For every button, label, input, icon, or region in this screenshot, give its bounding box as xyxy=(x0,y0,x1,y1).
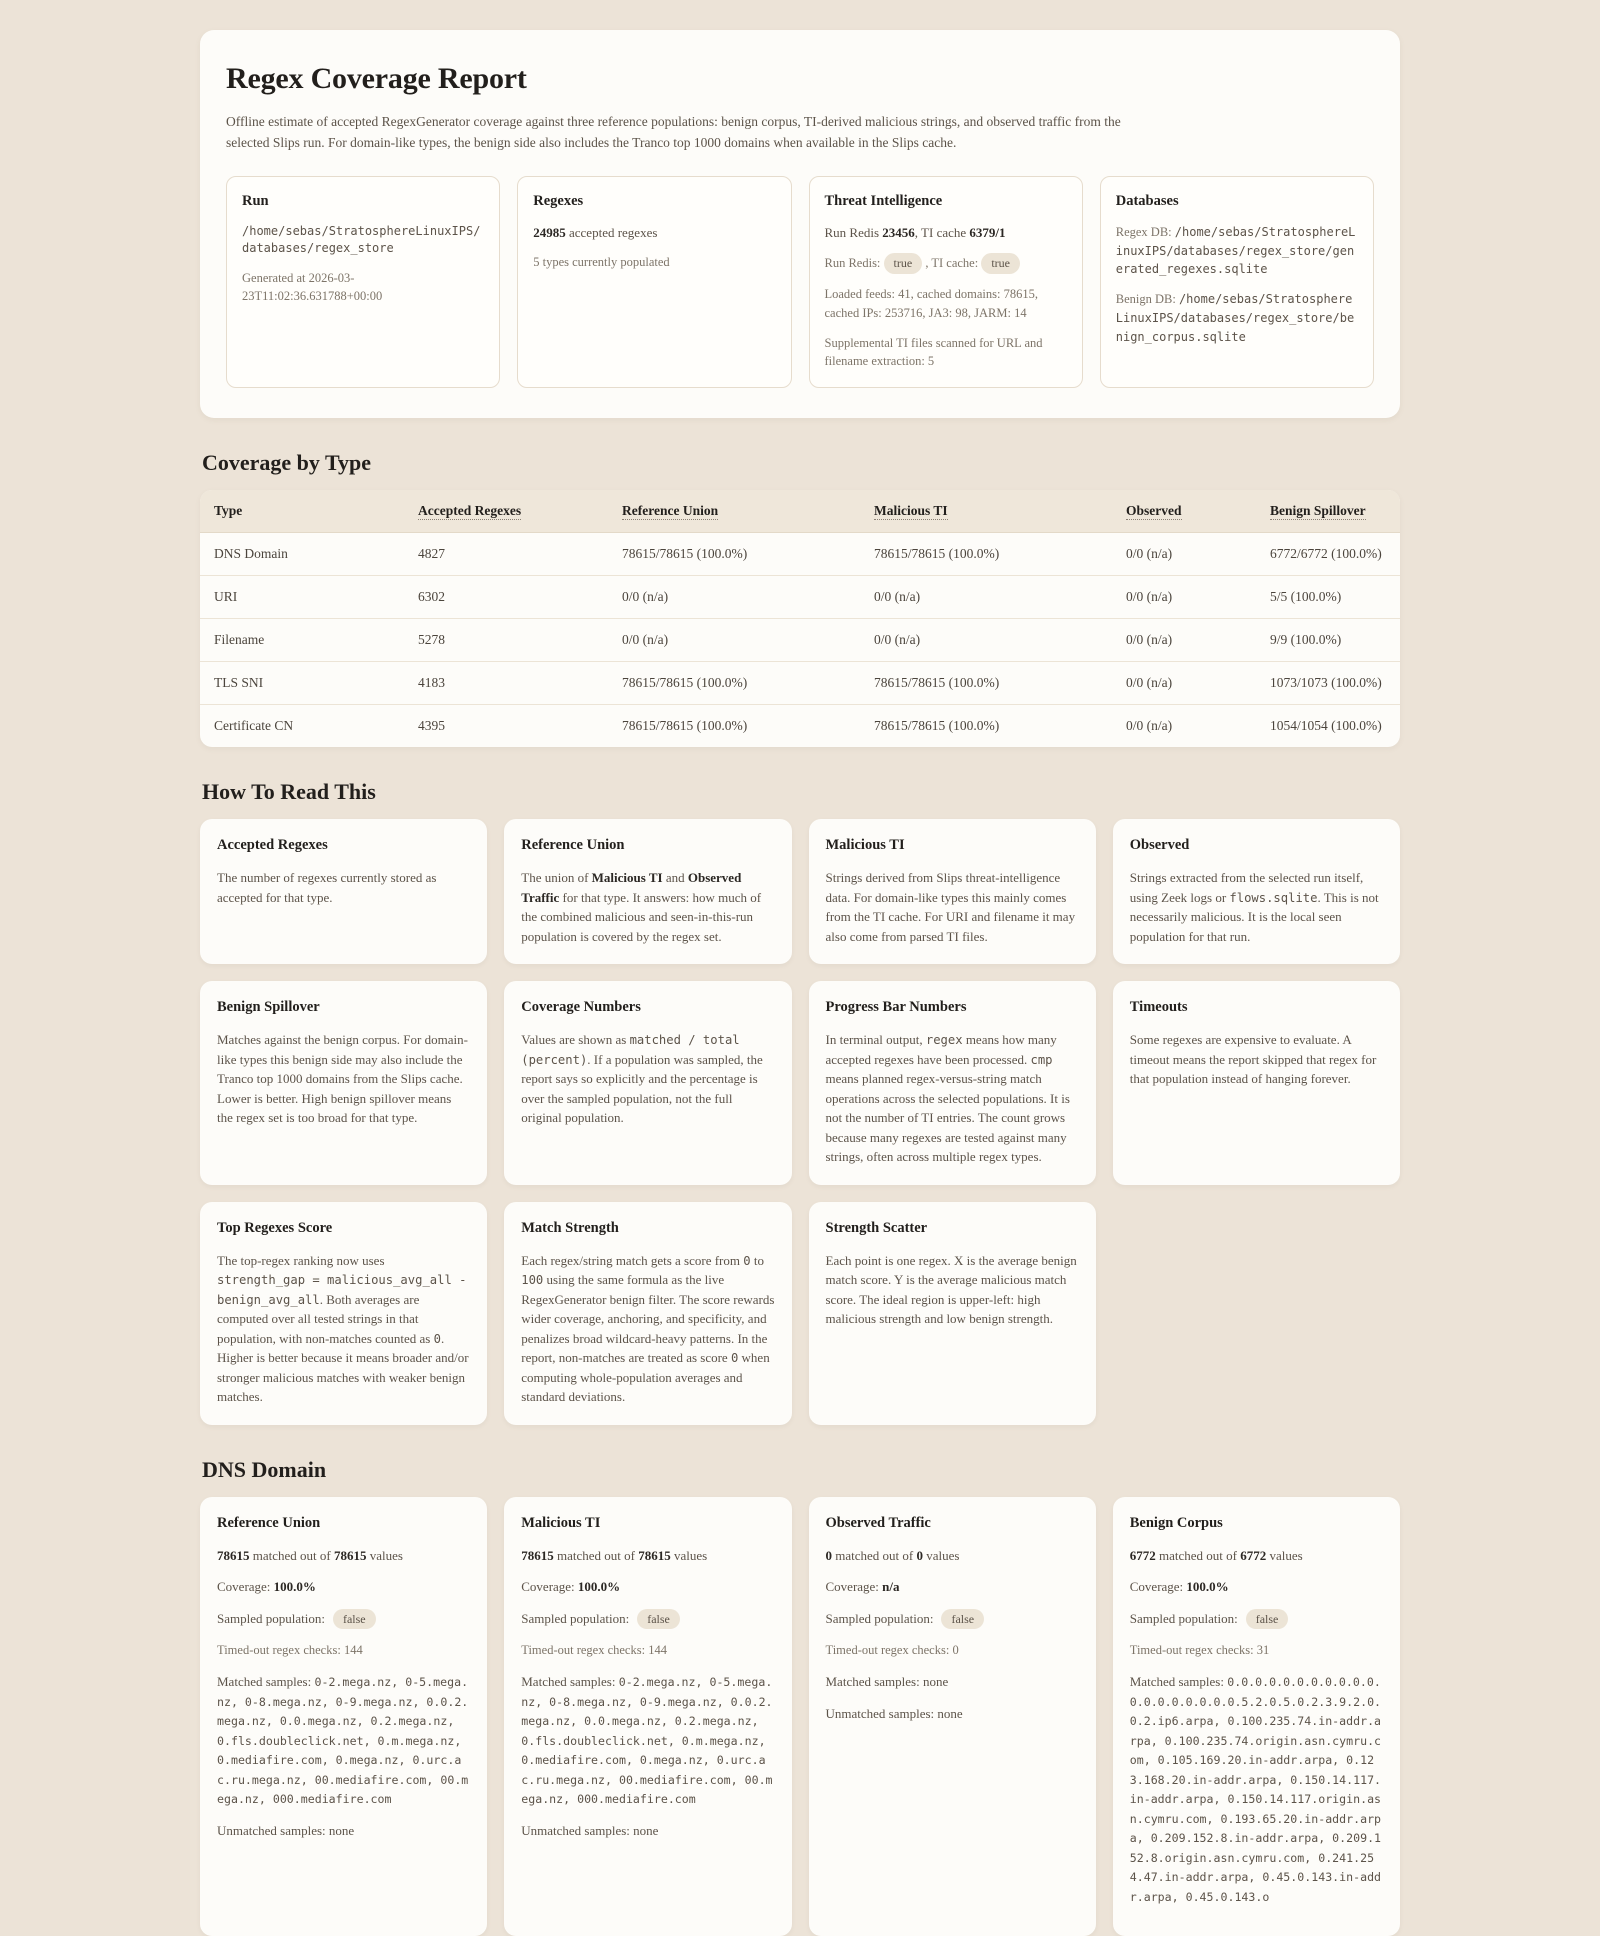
cell-type: TLS SNI xyxy=(200,662,404,705)
explainer-heading: Observed xyxy=(1129,837,1190,854)
coverage-table-head xyxy=(200,490,1400,533)
detail-coverage-label: Coverage: xyxy=(521,1579,578,1595)
explainer-card-reference-union xyxy=(504,819,791,964)
sampled-status-badge: false xyxy=(637,1609,680,1630)
sampled-status-badge: false xyxy=(941,1609,984,1630)
detail-card-heading: Benign Corpus xyxy=(1129,1514,1223,1531)
detail-unmatched-samples: Unmatched samples: none xyxy=(825,1705,963,1721)
cell-accepted: 4827 xyxy=(404,533,608,576)
detail-coverage-value: 100.0% xyxy=(273,1579,316,1595)
regexes-types-line: 5 types currently populated xyxy=(533,255,670,270)
cell-benign-spillover: 5/5 (100.0%) xyxy=(1256,576,1400,619)
detail-coverage-value: n/a xyxy=(882,1579,900,1595)
dns-domain-card-grid xyxy=(200,1497,1400,1936)
detail-timeouts: Timed-out regex checks: 31 xyxy=(1129,1643,1270,1658)
cell-malicious-ti: 0/0 (n/a) xyxy=(860,619,1112,662)
info-card-run-heading: Run xyxy=(242,192,269,209)
explainer-body xyxy=(826,1030,1079,1167)
detail-matched-samples xyxy=(521,1672,774,1809)
explainer-text: using the same formula as the live RegexGenerator benign filter. The score rewards wider coverage, anchoring, and specificity, and penalizes broad wildcard-heavy patterns. In the report, non-matches are treated as score xyxy=(521,1272,775,1366)
info-card-grid xyxy=(226,176,1374,388)
cell-observed: 0/0 (n/a) xyxy=(1112,662,1256,705)
detail-sampled-row xyxy=(826,1609,1079,1630)
detail-matched-samples xyxy=(826,1672,1079,1692)
detail-timeouts: Timed-out regex checks: 144 xyxy=(521,1643,667,1658)
explainer-code-regex: regex xyxy=(925,1033,963,1048)
explainer-heading: Benign Spillover xyxy=(217,999,320,1016)
cell-type: Certificate CN xyxy=(200,705,404,748)
explainer-row-3-spacer xyxy=(1113,1202,1400,1425)
detail-total-count: 78615 xyxy=(638,1547,671,1563)
detail-sampled-label: Sampled population: xyxy=(825,1611,934,1627)
info-card-regexes-heading: Regexes xyxy=(533,192,584,209)
explainer-text: when computing whole-population averages and standard deviations. xyxy=(521,1350,770,1405)
explainer-text: Values are shown as xyxy=(521,1032,630,1048)
cell-reference-union: 78615/78615 (100.0%) xyxy=(608,662,860,705)
cell-reference-union: 78615/78615 (100.0%) xyxy=(608,705,860,748)
benign-db-path: /home/sebas/StratosphereLinuxIPS/databases/regex_store/benign_corpus.sqlite xyxy=(1115,292,1355,344)
detail-sampled-row xyxy=(521,1609,774,1630)
detail-matched-count: 6772 xyxy=(1129,1547,1156,1563)
detail-card-heading: Malicious TI xyxy=(521,1514,601,1531)
col-header-reference-union xyxy=(608,490,860,533)
explainer-code-strength-gap: strength_gap = malicious_avg_all - benign_avg_all xyxy=(217,1273,467,1307)
detail-matched-samples-label: Matched samples: xyxy=(217,1674,315,1690)
explainer-body: Strings derived from Slips threat-intelligence data. For domain-like types this mainly comes from the TI cache. For URI and filename it may also come from parsed TI files. xyxy=(825,870,1076,944)
detail-card-malicious-ti xyxy=(504,1497,791,1936)
explainer-heading: Malicious TI xyxy=(825,837,905,854)
how-to-read-row-1 xyxy=(200,819,1400,964)
report-hero xyxy=(200,30,1400,418)
detail-matched-samples xyxy=(1130,1672,1383,1906)
explainer-text: . Both averages are computed over all tested strings in that population, with non-matches counted as xyxy=(217,1291,434,1346)
detail-matched-samples-value: none xyxy=(922,1674,949,1690)
explainer-code-flows-sqlite: flows.sqlite xyxy=(1229,890,1318,905)
explainer-heading: Reference Union xyxy=(521,837,625,854)
cell-malicious-ti: 78615/78615 (100.0%) xyxy=(860,662,1112,705)
ti-cache-prefix: , TI cache xyxy=(914,224,970,240)
col-header-benign-spillover xyxy=(1256,490,1400,533)
detail-matched-suffix: values xyxy=(366,1547,403,1563)
explainer-body xyxy=(521,1251,774,1407)
explainer-text: The union of xyxy=(521,870,592,886)
cell-observed: 0/0 (n/a) xyxy=(1112,576,1256,619)
detail-matched-suffix: values xyxy=(1266,1547,1303,1563)
col-header-type-label: Type xyxy=(214,503,243,519)
regex-db-line xyxy=(1116,223,1358,279)
col-header-type xyxy=(200,490,404,533)
explainer-text: . Higher is better because it means broader and/or stronger malicious matches with weaker benign matches. xyxy=(217,1330,469,1405)
detail-coverage-value: 100.0% xyxy=(1186,1579,1229,1595)
how-to-read-row-2 xyxy=(200,981,1400,1185)
explainer-card-timeouts xyxy=(1113,981,1400,1185)
explainer-card-malicious-ti xyxy=(809,819,1096,964)
info-card-threat-intelligence xyxy=(809,176,1083,388)
explainer-card-match-strength xyxy=(504,1202,791,1425)
cell-reference-union: 0/0 (n/a) xyxy=(608,619,860,662)
detail-sampled-label: Sampled population: xyxy=(217,1611,325,1627)
explainer-card-top-regexes-score xyxy=(200,1202,487,1425)
info-card-databases xyxy=(1100,176,1374,388)
ti-redis-prefix: Run Redis xyxy=(824,224,883,240)
cell-malicious-ti: 0/0 (n/a) xyxy=(860,576,1112,619)
explainer-body xyxy=(521,868,774,946)
detail-timeouts: Timed-out regex checks: 144 xyxy=(217,1643,363,1658)
explainer-heading: Progress Bar Numbers xyxy=(825,999,967,1016)
detail-matched-samples-label: Matched samples: xyxy=(1129,1674,1228,1690)
explainer-heading: Coverage Numbers xyxy=(521,999,641,1016)
detail-matched-samples-label: Matched samples: xyxy=(521,1674,619,1690)
detail-matched-line xyxy=(826,1546,1079,1566)
col-header-malicious-ti-label: Malicious TI xyxy=(874,503,948,519)
table-row xyxy=(200,662,1400,705)
explainer-code-zero: 0 xyxy=(433,1331,441,1346)
explainer-text: Each regex/string match gets a score from xyxy=(521,1252,744,1268)
detail-matched-samples xyxy=(217,1672,470,1809)
table-row xyxy=(200,619,1400,662)
detail-matched-mid: matched out of xyxy=(553,1547,639,1563)
detail-card-reference-union xyxy=(200,1497,487,1936)
col-header-accepted-regexes-label: Accepted Regexes xyxy=(418,503,522,519)
detail-coverage-line xyxy=(521,1577,774,1597)
run-path: /home/sebas/StratosphereLinuxIPS/databases/regex_store xyxy=(242,223,481,256)
explainer-text: . If a population was sampled, the report says so explicitly and the percentage is over the sampled population, not the full original population. xyxy=(521,1051,763,1126)
col-header-observed-label: Observed xyxy=(1126,503,1182,519)
cell-type: URI xyxy=(200,576,404,619)
cell-accepted: 6302 xyxy=(404,576,608,619)
col-header-malicious-ti xyxy=(860,490,1112,533)
detail-total-count: 6772 xyxy=(1240,1547,1267,1563)
detail-matched-suffix: values xyxy=(922,1547,960,1563)
explainer-code-score-zero: 0 xyxy=(730,1351,739,1366)
col-header-benign-spillover-label: Benign Spillover xyxy=(1270,503,1366,519)
explainer-heading: Strength Scatter xyxy=(825,1219,928,1236)
detail-unmatched-samples: Unmatched samples: none xyxy=(521,1822,659,1838)
detail-matched-suffix: values xyxy=(670,1547,708,1563)
detail-card-heading: Reference Union xyxy=(217,1514,321,1531)
explainer-text: In terminal output, xyxy=(825,1032,926,1048)
table-row xyxy=(200,705,1400,748)
sampled-status-badge: false xyxy=(333,1609,376,1630)
coverage-header-row xyxy=(200,490,1400,533)
detail-matched-samples-value: 0-2.mega.nz, 0-5.mega.nz, 0-8.mega.nz, 0-9.mega.nz, 0.0.2.mega.nz, 0.0.mega.nz, 0.2.mega.nz, 0.fls.doubleclick.net, 0.m.mega.nz, 0.mediafire.com, 0.mega.nz, 0.urc.ac.ru.mega.nz, 00.mediafire.com, 00.mega.nz, 000.mediafire.com xyxy=(521,1675,773,1807)
detail-coverage-line xyxy=(1130,1577,1383,1597)
cell-observed: 0/0 (n/a) xyxy=(1112,533,1256,576)
detail-matched-line xyxy=(1130,1546,1383,1566)
regex-db-path: /home/sebas/StratosphereLinuxIPS/databases/regex_store/generated_regexes.sqlite xyxy=(1115,224,1356,277)
sampled-status-badge: false xyxy=(1246,1609,1289,1630)
detail-matched-samples-value: 0-2.mega.nz, 0-5.mega.nz, 0-8.mega.nz, 0-9.mega.nz, 0.0.2.mega.nz, 0.0.mega.nz, 0.2.mega.nz, 0.fls.doubleclick.net, 0.m.mega.nz, 0.mediafire.com, 0.mega.nz, 0.urc.ac.ru.mega.nz, 00.mediafire.com, 00.mega.nz, 000.mediafire.com xyxy=(217,1675,469,1807)
detail-timeouts: Timed-out regex checks: 0 xyxy=(825,1643,959,1658)
run-redis-label: Run Redis: xyxy=(824,256,881,271)
detail-matched-count: 78615 xyxy=(521,1547,554,1563)
info-card-run xyxy=(226,176,500,388)
explainer-text: . This is not necessarily malicious. It is the local seen population for that run. xyxy=(1129,889,1379,944)
ti-cache-status-badge: true xyxy=(981,253,1020,274)
detail-matched-mid: matched out of xyxy=(249,1547,334,1563)
explainer-card-coverage-numbers xyxy=(504,981,791,1185)
coverage-table-body xyxy=(200,533,1400,748)
cell-type: Filename xyxy=(200,619,404,662)
cell-benign-spillover: 6772/6772 (100.0%) xyxy=(1256,533,1400,576)
regex-db-label: Regex DB: xyxy=(1115,224,1175,239)
ti-cache-label: , TI cache: xyxy=(925,256,979,271)
col-header-observed xyxy=(1112,490,1256,533)
explainer-card-accepted-regexes xyxy=(200,819,487,964)
explainer-body xyxy=(521,1030,774,1128)
info-card-databases-heading: Databases xyxy=(1115,192,1179,209)
explainer-body: Each point is one regex. X is the average benign match score. Y is the average malicious match score. The ideal region is upper-left: high malicious strength and low benign strength. xyxy=(825,1252,1077,1327)
benign-db-label: Benign DB: xyxy=(1115,292,1179,307)
explainer-body: The number of regexes currently stored as accepted for that type. xyxy=(217,870,437,905)
detail-coverage-label: Coverage: xyxy=(1129,1579,1187,1595)
ti-feeds-line: Loaded feeds: 41, cached domains: 78615, cached IPs: 253716, JA3: 98, JARM: 14 xyxy=(824,287,1038,320)
regexes-count-suffix: accepted regexes xyxy=(565,224,658,240)
cell-malicious-ti: 78615/78615 (100.0%) xyxy=(860,705,1112,748)
cell-observed: 0/0 (n/a) xyxy=(1112,705,1256,748)
coverage-table-wrapper xyxy=(200,490,1400,747)
regexes-count: 24985 xyxy=(533,224,566,240)
explainer-text: for that type. It answers: how much of the combined malicious and seen-in-this-run population is covered by the regex set. xyxy=(521,889,762,944)
explainer-card-benign-spillover xyxy=(200,981,487,1185)
cell-benign-spillover: 9/9 (100.0%) xyxy=(1256,619,1400,662)
explainer-card-strength-scatter xyxy=(809,1202,1096,1425)
detail-matched-line xyxy=(217,1546,470,1566)
ti-redis-line xyxy=(825,223,1067,243)
explainer-heading: Match Strength xyxy=(521,1219,619,1236)
table-row xyxy=(200,576,1400,619)
run-redis-status-badge: true xyxy=(884,253,923,274)
explainer-code-score-min: 0 xyxy=(743,1253,751,1268)
detail-card-observed-traffic xyxy=(809,1497,1096,1936)
detail-total-count: 0 xyxy=(916,1547,923,1563)
detail-total-count: 78615 xyxy=(333,1547,367,1563)
detail-matched-count: 78615 xyxy=(217,1547,250,1563)
explainer-heading: Accepted Regexes xyxy=(217,837,328,854)
explainer-body xyxy=(217,1251,470,1407)
explainer-heading: Top Regexes Score xyxy=(217,1219,333,1236)
cell-malicious-ti: 78615/78615 (100.0%) xyxy=(860,533,1112,576)
detail-coverage-value: 100.0% xyxy=(577,1579,621,1595)
detail-coverage-label: Coverage: xyxy=(825,1579,883,1595)
cell-observed: 0/0 (n/a) xyxy=(1112,619,1256,662)
dns-domain-section-title: DNS Domain xyxy=(202,1456,327,1482)
detail-coverage-line xyxy=(217,1577,470,1597)
ti-cache-value: 6379/1 xyxy=(969,224,1006,240)
how-to-read-section-title: How To Read This xyxy=(202,779,376,805)
detail-matched-count: 0 xyxy=(825,1547,832,1563)
cell-accepted: 4183 xyxy=(404,662,608,705)
explainer-bold-observed-traffic: Observed Traffic xyxy=(521,870,742,905)
explainer-body: Matches against the benign corpus. For domain-like types this benign side may also include the Tranco top 1000 domains from the Slips cache. Lower is better. High benign spillover means the regex set is too broad for that type. xyxy=(217,1032,468,1126)
explainer-card-progress-bar-numbers xyxy=(809,981,1096,1185)
table-row xyxy=(200,533,1400,576)
explainer-text: to xyxy=(750,1252,764,1268)
explainer-body xyxy=(1130,868,1383,946)
col-header-reference-union-label: Reference Union xyxy=(622,503,719,519)
detail-coverage-line xyxy=(826,1577,1079,1597)
explainer-text: means planned regex-versus-string match operations across the selected populations. It is not the number of TI entries. The count grows because many regexes are tested against many strings, often across multiple regex types. xyxy=(825,1071,1070,1165)
how-to-read-row-3 xyxy=(200,1202,1400,1425)
cell-reference-union: 78615/78615 (100.0%) xyxy=(608,533,860,576)
explainer-code-score-max: 100 xyxy=(521,1273,544,1288)
explainer-code-matched-total: matched / total (percent) xyxy=(521,1033,740,1067)
detail-matched-samples-label: Matched samples: xyxy=(825,1674,923,1690)
explainer-bold-malicious-ti: Malicious TI xyxy=(591,870,663,886)
cell-benign-spillover: 1073/1073 (100.0%) xyxy=(1256,662,1400,705)
cell-accepted: 4395 xyxy=(404,705,608,748)
detail-card-heading: Observed Traffic xyxy=(825,1514,931,1531)
detail-matched-line xyxy=(521,1546,774,1566)
explainer-card-observed xyxy=(1113,819,1400,964)
detail-card-benign-corpus xyxy=(1113,1497,1400,1936)
cell-benign-spillover: 1054/1054 (100.0%) xyxy=(1256,705,1400,748)
detail-sampled-label: Sampled population: xyxy=(521,1611,630,1627)
explainer-body: Some regexes are expensive to evaluate. A timeout means the report skipped that regex for that population instead of hanging forever. xyxy=(1129,1032,1377,1087)
col-header-accepted-regexes xyxy=(404,490,608,533)
cell-type: DNS Domain xyxy=(200,533,404,576)
ti-status-line xyxy=(825,253,1067,274)
explainer-text: Strings extracted from the selected run itself, using Zeek logs or xyxy=(1129,870,1364,905)
info-card-ti-heading: Threat Intelligence xyxy=(824,192,943,209)
coverage-table xyxy=(200,490,1400,747)
info-card-regexes xyxy=(517,176,791,388)
run-generated-at: Generated at 2026-03-23T11:02:36.631788+00:00 xyxy=(242,270,383,304)
detail-unmatched-samples: Unmatched samples: none xyxy=(217,1822,355,1838)
detail-matched-mid: matched out of xyxy=(1155,1547,1241,1563)
cell-accepted: 5278 xyxy=(404,619,608,662)
detail-coverage-label: Coverage: xyxy=(217,1579,274,1595)
detail-matched-mid: matched out of xyxy=(832,1547,917,1563)
detail-sampled-row xyxy=(1130,1609,1383,1630)
benign-db-line xyxy=(1116,290,1358,346)
explainer-heading: Timeouts xyxy=(1129,999,1188,1016)
report-description: Offline estimate of accepted RegexGenerator coverage against three reference populations: benign corpus, TI-derived malicious strings, and observed traffic from the selected Slips run. For domain-like types, the benign side also includes the Tranco top 1000 domains when available in the Slips cache. xyxy=(226,114,1121,150)
coverage-section-title: Coverage by Type xyxy=(202,450,372,476)
cell-reference-union: 0/0 (n/a) xyxy=(608,576,860,619)
detail-sampled-label: Sampled population: xyxy=(1129,1611,1238,1627)
detail-sampled-row xyxy=(217,1609,470,1630)
page-title: Regex Coverage Report xyxy=(226,62,527,95)
explainer-text: means how many accepted regexes have been processed. xyxy=(825,1032,1057,1067)
regexes-count-line xyxy=(533,223,775,243)
ti-redis-value: 23456 xyxy=(882,224,915,240)
explainer-code-cmp: cmp xyxy=(1030,1052,1053,1067)
ti-supplemental-line: Supplemental TI files scanned for URL and filename extraction: 5 xyxy=(824,335,1043,369)
explainer-text: and xyxy=(662,870,688,886)
detail-matched-samples-value: 0.0.0.0.0.0.0.0.0.0.0.0.0.0.0.0.0.0.0.5.2.0.5.0.2.3.9.2.0.0.2.ip6.arpa, 0.100.235.74.in-addr.arpa, 0.100.235.74.origin.asn.cymru.com, 0.105.169.20.in-addr.arpa, 0.123.168.20.in-addr.arpa, 0.150.14.117.in-addr.arpa, 0.150.14.117.origin.asn.cymru.com, 0.193.65.20.in-addr.arpa, 0.209.152.8.in-addr.arpa, 0.209.152.8.origin.asn.cymru.com, 0.241.254.47.in-addr.arpa, 0.45.0.143.in-addr.arpa, 0.45.0.143.o xyxy=(1129,1675,1382,1904)
explainer-text: The top-regex ranking now uses xyxy=(217,1252,385,1268)
